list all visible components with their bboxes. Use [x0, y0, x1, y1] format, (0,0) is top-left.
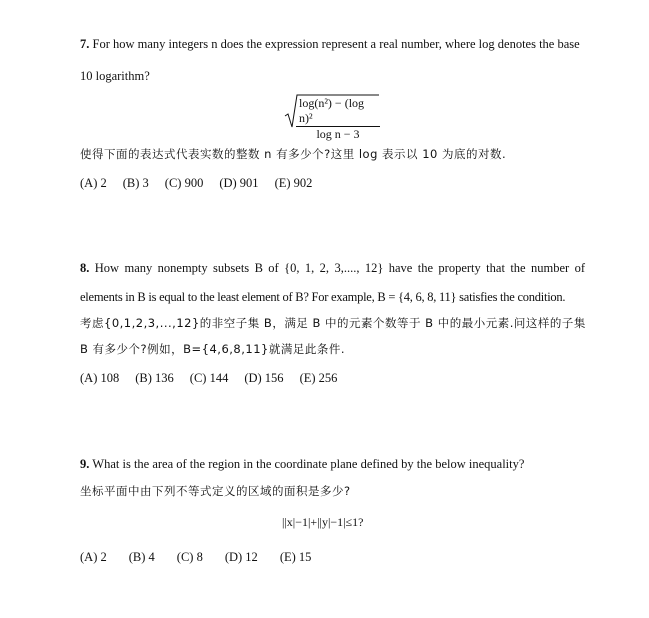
q9-choices	[80, 549, 327, 565]
q7-text-line1	[80, 36, 580, 52]
q8-choice-d: (D) 156	[244, 371, 284, 385]
q8-choice-b: (B) 136	[135, 371, 174, 385]
q9-choice-b: (B) 4	[128, 550, 155, 564]
q8-number: 8.	[80, 261, 90, 275]
q9-number: 9.	[80, 457, 90, 471]
q7-choice-e: (E) 902	[274, 176, 313, 190]
q8-prompt: How many nonempty subsets B of {0, 1, 2, 3,...., 12} have the property that the number of	[94, 261, 585, 275]
q8-chinese-line1: 考虑{0,1,2,3,...,12}的非空子集 B，满足 B 中的元素个数等于 B 中的最小元素.问这样的子集	[80, 316, 586, 330]
q9-text-line1	[80, 456, 524, 472]
q9-choice-e: (E) 15	[279, 550, 312, 564]
q7-prompt: For how many integers n does the expression represent a real number, where log denotes the base	[92, 37, 580, 51]
q7-number: 7.	[80, 37, 90, 51]
q9-chinese: 坐标平面中由下列不等式定义的区域的面积是多少?	[80, 484, 351, 498]
q9-choice-c: (C) 8	[176, 550, 203, 564]
q8-choice-a: (A) 108	[80, 371, 120, 385]
q7-denominator: log n − 3	[316, 127, 360, 141]
q8-choice-c: (C) 144	[189, 371, 229, 385]
q8-text-line2: elements in B is equal to the least element of B? For example, B = {4, 6, 8, 11} satisfies the condition.	[80, 290, 566, 304]
q9-prompt: What is the area of the region in the coordinate plane defined by the below inequality?	[92, 457, 525, 471]
q7-choice-c: (C) 900	[164, 176, 204, 190]
q7-choice-a: (A) 2	[80, 176, 107, 190]
q9-formula: ||x|−1|+||y|−1|≤1?	[282, 515, 364, 529]
q7-numerator: log(n²) − (log n)²	[296, 96, 380, 127]
q7-choice-b: (B) 3	[122, 176, 149, 190]
q8-choices	[80, 370, 353, 386]
q7-text-line2: 10 logarithm?	[80, 69, 150, 83]
q9-choice-a: (A) 2	[80, 550, 107, 564]
q8-text-line1	[80, 260, 585, 276]
q7-chinese: 使得下面的表达式代表实数的整数 n 有多少个?这里 log 表示以 10 为底的对数.	[80, 147, 507, 161]
q8-chinese-line2: B 有多少个?例如，B={4,6,8,11}就满足此条件.	[80, 342, 346, 356]
q7-choice-d: (D) 901	[219, 176, 259, 190]
q7-fraction	[296, 96, 380, 142]
q7-formula	[284, 94, 380, 141]
q7-choices	[80, 175, 328, 191]
q9-choice-d: (D) 12	[224, 550, 258, 564]
q8-choice-e: (E) 256	[299, 371, 338, 385]
